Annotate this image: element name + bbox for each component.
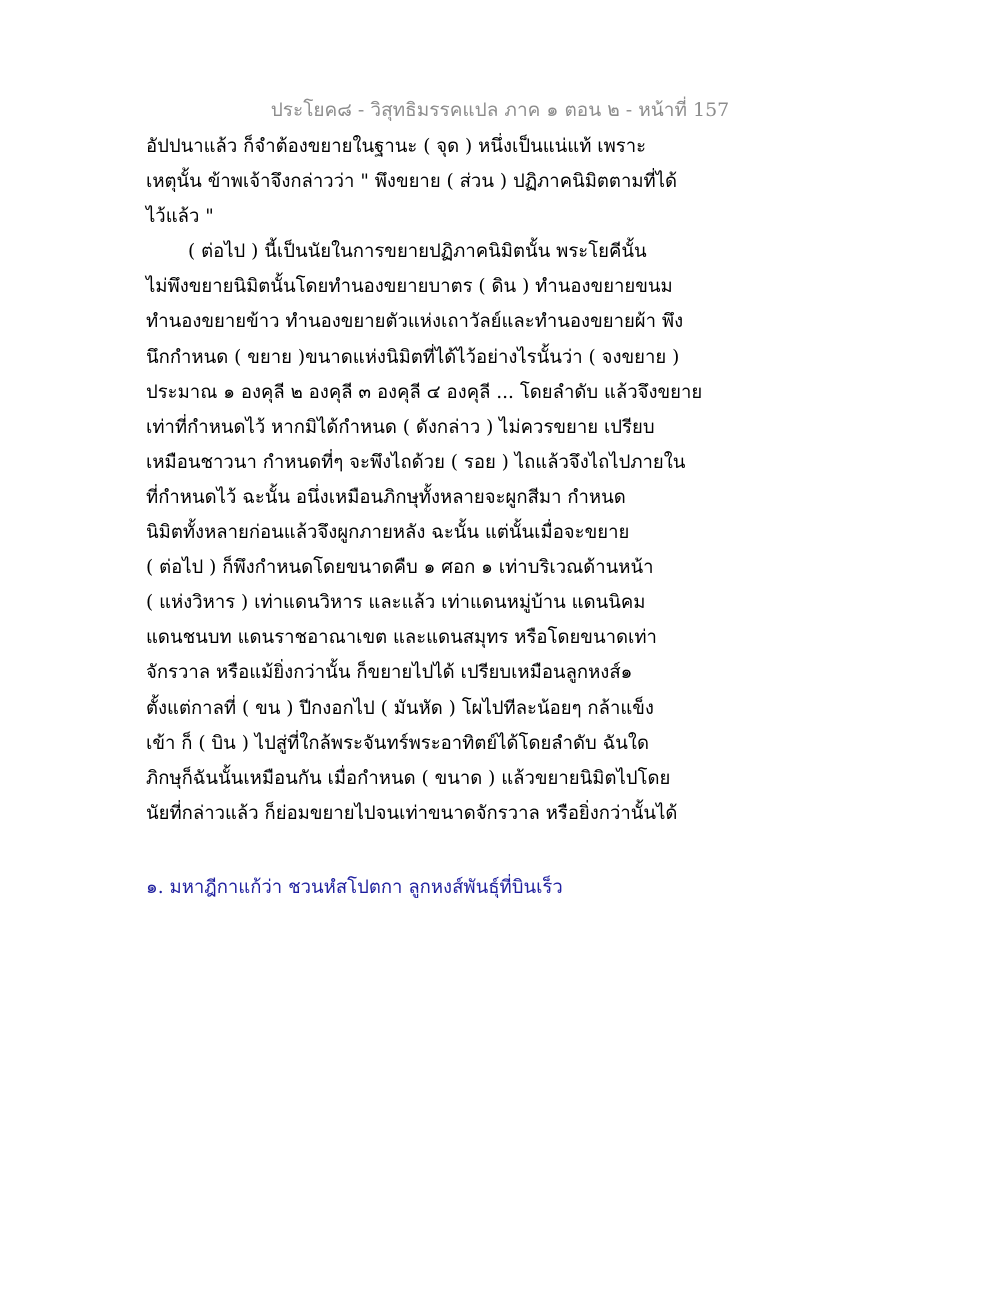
text-line: นัยที่กล่าวแล้ว ก็ย่อมขยายไปจนเท่าขนาดจักรวาล หรือยิ่งกว่านั้นได้ [146,802,678,824]
text-line: ไว้แล้ว " [146,206,214,228]
text-line: ภิกษุก็ฉันนั้นเหมือนกัน เมื่อกำหนด ( ขนาด ) แล้วขยายนิมิตไปโดย [146,767,671,789]
text-line: เหมือนชาวนา กำหนดที่ๆ จะพึงไถด้วย ( รอย ) ไถแล้วจึงไถไปภายใน [146,451,686,473]
text-line: ( ต่อไป ) ก็พึงกำหนดโดยขนาดคืบ ๑ ศอก ๑ เท่าบริเวณด้านหน้า [146,557,654,579]
page-header: ประโยค๘ - วิสุทธิมรรคแปล ภาค ๑ ตอน ๒ - หน้าที่ 157 [270,99,730,121]
body-text [146,133,703,835]
text-line: ประมาณ ๑ องคุลี ๒ องคุลี ๓ องคุลี ๔ องคุลี ... โดยลำดับ แล้วจึงขยาย [146,381,703,403]
text-line: ( แห่งวิหาร ) เท่าแดนวิหาร และแล้ว เท่าแดนหมู่บ้าน แดนนิคม [146,592,646,614]
paragraph-start-line: ( ต่อไป ) นี้เป็นนัยในการขยายปฏิภาคนิมิตนั้น พระโยคีนั้น [188,241,647,263]
footnote: ๑. มหาฎีกาแก้ว่า ชวนหํสโปตกา ลูกหงส์พันธุ์ที่บินเร็ว [146,877,563,898]
text-line: เข้า ก็ ( บิน ) ไปสู่ที่ใกล้พระจันทร์พระอาทิตย์ได้โดยลำดับ ฉันใด [146,732,649,754]
text-line: นิมิตทั้งหลายก่อนแล้วจึงผูกภายหลัง ฉะนั้น แต่นั้นเมื่อจะขยาย [146,522,630,544]
text-line: เท่าที่กำหนดไว้ หากมิได้กำหนด ( ดังกล่าว ) ไม่ควรขยาย เปรียบ [146,416,655,438]
text-line: ตั้งแต่กาลที่ ( ขน ) ปีกงอกไป ( มันหัด ) โผไปทีละน้อยๆ กล้าแข็ง [146,697,654,719]
text-line: ที่กำหนดไว้ ฉะนั้น อนึ่งเหมือนภิกษุทั้งหลายจะผูกสีมา กำหนด [146,486,626,508]
text-line: นึกกำหนด ( ขยาย )ขนาดแห่งนิมิตที่ได้ไว้อย่างไรนั้นว่า ( จงขยาย ) [146,346,680,368]
text-line: ไม่พึงขยายนิมิตนั้นโดยทำนองขยายบาตร ( ดิน ) ทำนองขยายขนม [146,276,673,298]
text-line: แดนชนบท แดนราชอาณาเขต และแดนสมุทร หรือโดยขนาดเท่า [146,627,657,649]
text-line: เหตุนั้น ข้าพเจ้าจึงกล่าวว่า " พึงขยาย ( ส่วน ) ปฏิภาคนิมิตตามที่ได้ [146,171,678,193]
text-line: อัปปนาแล้ว ก็จำต้องขยายในฐานะ ( จุด ) หนึ่งเป็นแน่แท้ เพราะ [146,136,647,157]
text-line: จักรวาล หรือแม้ยิ่งกว่านั้น ก็ขยายไปได้ เปรียบเหมือนลูกหงส์๑ [146,662,633,684]
text-line: ทำนองขยายข้าว ทำนองขยายตัวแห่งเถาวัลย์และทำนองขยายผ้า พึง [146,311,684,333]
